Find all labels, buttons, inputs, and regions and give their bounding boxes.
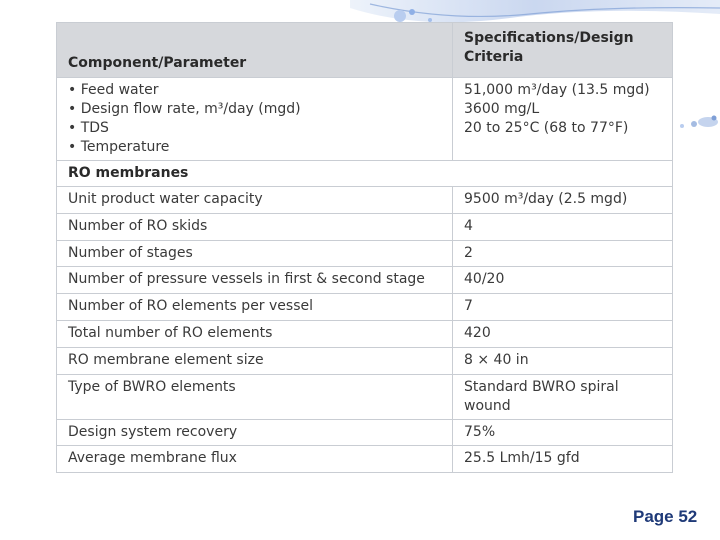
table-row bbox=[57, 213, 673, 240]
value-cell: 75% bbox=[453, 419, 673, 446]
table-row bbox=[57, 347, 673, 374]
value-cell: 420 bbox=[453, 320, 673, 347]
table-row bbox=[57, 374, 673, 419]
table-row bbox=[57, 240, 673, 267]
section-row bbox=[57, 161, 673, 187]
list-item: • Temperature bbox=[68, 138, 441, 157]
value-cell: 9500 m³/day (2.5 mgd) bbox=[453, 187, 673, 214]
value-cell: 4 bbox=[453, 213, 673, 240]
water-drop-decoration bbox=[672, 98, 720, 168]
param-cell: Type of BWRO elements bbox=[57, 374, 453, 419]
table-row bbox=[57, 267, 673, 294]
param-cell: Total number of RO elements bbox=[57, 320, 453, 347]
table-row bbox=[57, 187, 673, 214]
value-cell: 25.5 Lmh/15 gfd bbox=[453, 446, 673, 473]
section-title: RO membranes bbox=[57, 161, 673, 187]
param-cell: Design system recovery bbox=[57, 419, 453, 446]
page-number: Page 52 bbox=[633, 507, 698, 526]
list-item: 3600 mg/L bbox=[464, 101, 540, 117]
list-item: • TDS bbox=[68, 119, 441, 138]
param-cell: RO membrane element size bbox=[57, 347, 453, 374]
table-row bbox=[57, 419, 673, 446]
table-row bbox=[57, 320, 673, 347]
table-row bbox=[57, 294, 673, 321]
table-header-row bbox=[57, 23, 673, 78]
value-cell: Standard BWRO spiral wound bbox=[453, 374, 673, 419]
list-item: • Design flow rate, m³/day (mgd) bbox=[68, 100, 441, 119]
specifications-table bbox=[56, 22, 673, 473]
header-spec: Specifications/Design Criteria bbox=[453, 23, 673, 78]
value-cell: 2 bbox=[453, 240, 673, 267]
value-cell: 8 × 40 in bbox=[453, 347, 673, 374]
value-cell: 40/20 bbox=[453, 267, 673, 294]
feed-values-list bbox=[464, 81, 661, 138]
feed-params-list bbox=[68, 81, 441, 157]
param-cell: Number of stages bbox=[57, 240, 453, 267]
header-component: Component/Parameter bbox=[57, 23, 453, 78]
feed-water-block bbox=[57, 78, 673, 161]
param-cell: Number of RO skids bbox=[57, 213, 453, 240]
table-row bbox=[57, 446, 673, 473]
param-cell: Unit product water capacity bbox=[57, 187, 453, 214]
param-cell: Number of pressure vessels in first & second stage bbox=[57, 267, 453, 294]
list-item: 20 to 25°C (68 to 77°F) bbox=[464, 120, 629, 136]
param-cell: Average membrane flux bbox=[57, 446, 453, 473]
list-item: 51,000 m³/day (13.5 mgd) bbox=[464, 82, 650, 98]
list-item: • Feed water bbox=[68, 81, 441, 100]
param-cell: Number of RO elements per vessel bbox=[57, 294, 453, 321]
value-cell: 7 bbox=[453, 294, 673, 321]
